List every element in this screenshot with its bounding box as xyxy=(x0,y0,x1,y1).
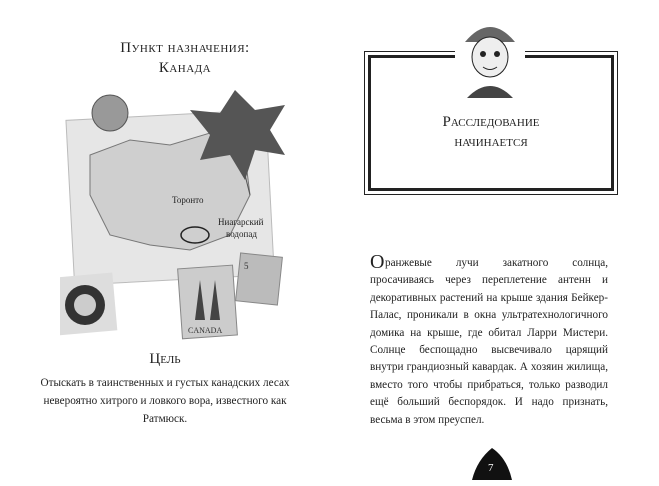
stamp-5 xyxy=(236,253,283,305)
page-number-badge xyxy=(467,440,517,484)
body-text xyxy=(370,251,608,435)
toronto-label: Торонто xyxy=(172,195,204,205)
drop-cap: О xyxy=(370,251,385,273)
destination-value: Канада xyxy=(158,60,212,76)
stamp-canada-text: CANADA xyxy=(188,326,223,335)
chapter-title-line1: Расследование xyxy=(442,114,540,130)
stamp-canada xyxy=(178,265,238,339)
chapter-title-line2: начинается xyxy=(454,134,528,150)
police-badge-icon xyxy=(60,272,117,335)
page-number: 7 xyxy=(488,462,494,474)
canada-collage xyxy=(60,85,290,340)
goal-heading: Цель xyxy=(149,351,181,367)
chapter-title xyxy=(368,112,614,152)
coin-icon xyxy=(92,95,128,131)
stamp-value-text: 5 xyxy=(244,261,249,271)
goal-text: Отыскать в таинственных и густых канадских лесах невероятно хитрого и ловкого вора, известного как Ратмюск. xyxy=(40,377,290,425)
body-paragraph: ранжевые лучи закатного солнца, просачиваясь через переплетение антенн и декоративных растений на крыше здания Бейкер-Палас, проникали в окна ультратехнологичного домика на крыше, где обитал Ларри Мистери. Солнце беспощадно высвечивало царящий внутри грандиозный кавардак. А хозяин жилища, вместо того чтобы прибраться, только разводил ещё больший беспорядок. И надо признать, весьма в этом преуспел. xyxy=(370,257,608,426)
destination-label: Пункт назначения: xyxy=(120,40,250,56)
destination-heading xyxy=(90,38,280,78)
niagara-label-1: Ниагарский xyxy=(218,217,264,227)
detective-portrait xyxy=(455,12,525,98)
niagara-label-2: водопад xyxy=(226,229,257,239)
